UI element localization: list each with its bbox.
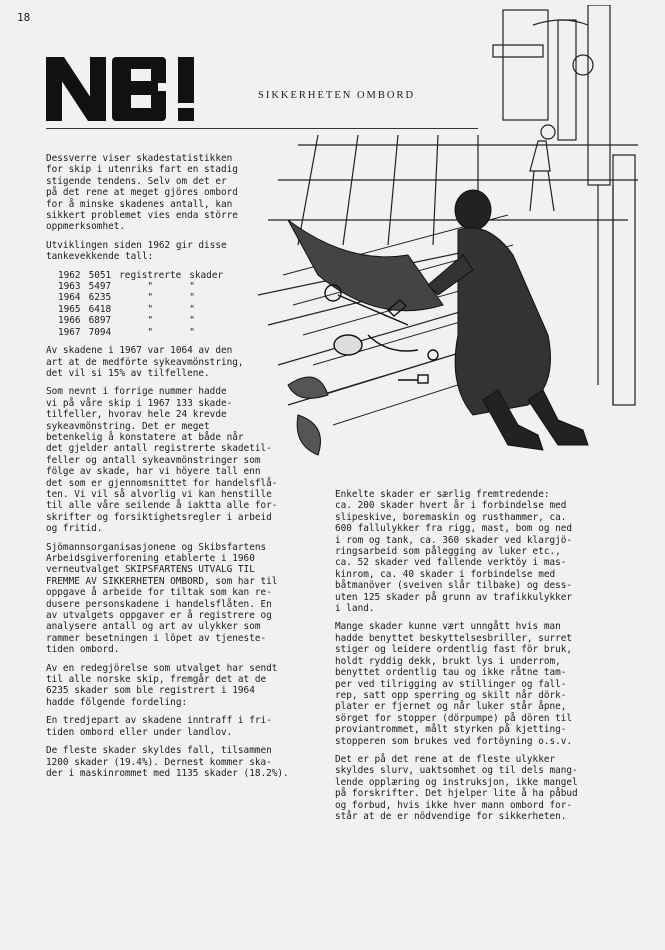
stats-cell-count: 5497	[88, 281, 112, 293]
nb-logo	[46, 55, 214, 123]
stats-cell-label: "	[147, 281, 154, 293]
stats-cell-year: 1965	[58, 303, 81, 315]
stats-cell-label2: "	[189, 281, 195, 293]
stats-row	[58, 281, 231, 292]
table-intro-paragraph: Utviklingen siden 1962 gir disse tankevekkende tall:	[46, 239, 227, 263]
stats-cell-year: 1966	[58, 315, 81, 327]
stats-cell-label: "	[147, 315, 154, 327]
preventable-injuries-paragraph: Mange skader kunne vært unngått hvis man hadde benyttet beskyttelsesbriller, surret stiger og leidere ordentlig fast för bruk, holdt ryddig dekk, brukt lys i underrom, benyttet ordentlig tau og ikke råtne tam- per ved tilrigging av stillinger og fall- rep, satt opp sperring og skilt når dörk- plater er fjernet og når luker står åpne, sörget for stopper (dörpumpe) på dören til proviantrommet, målt styrken på kjetting- stopperen som brukes ved fortöyning o.s.v.	[335, 621, 573, 747]
report-paragraph: Av en redegjörelse som utvalget har sendt til alle norske skip, fremgår det at de 6235 skader som ble registrert i 1964 hadde fölgende fordeling:	[46, 662, 278, 708]
stats-row	[58, 292, 231, 303]
stats-cell-label: "	[147, 292, 154, 304]
stats-cell-label2: "	[189, 326, 195, 338]
stats-cell-year: 1967	[58, 326, 81, 338]
stats-row	[58, 304, 231, 315]
stats-cell-label2: "	[189, 292, 195, 304]
notable-injuries-paragraph: Enkelte skader er særlig fremtredende: ca. 200 skader hvert år i forbindelse med slipeskive, boremaskin og rusthammer, ca. 600 fallulykker fra rigg, mast, bom og ned i rom og tank, ca. 360 skader ved klargjö- ringsarbeid som pålegging av luker etc., ca. 52 skader ved fallende verktöy i mas- kinrom, ca. 40 skader i forbindelse med båtmanöver (sveiven slår tilbake) og dess- uten 125 skader på grunn av trafikkulykker i land.	[335, 489, 573, 615]
intro-paragraph: Dessverre viser skadestatistikken for skip i utenriks fart en stadig stigende tendens. Selv om det er på det rene at meget gjöres ombord for å minske skadenes antall, kan sikkert problemet vies enda större oppmerksomhet.	[46, 153, 238, 233]
stats-cell-label: "	[147, 303, 154, 315]
injury-statistics-table	[58, 270, 231, 338]
committee-paragraph: Sjömannsorganisasjonene og Skibsfartens Arbeidsgiverforening etablerte i 1960 verneutvalget SKIPSFARTENS UTVALG TIL FREMME AV SIKKERHETEN OMBORD, som har til oppgave å arbeide for tiltak som kan re- dusere personskadene i handelsflåten. En av utvalgets oppgaver er å registrere og analysere antall og art av ulykker som rammer besetningen i löpet av tjeneste- tiden ombord.	[46, 541, 278, 656]
stats-cell-count: 5051	[88, 269, 112, 281]
stats-cell-label2: "	[189, 315, 195, 327]
conclusion-paragraph: Det er på det rene at de fleste ulykker skyldes slurv, uaktsomhet og til dels mang- lende opplæring og instruksjon, ikke mangel på forskrifter. Det hjelper lite å ha påbud og forbud, hvis ikke hver mann ombord for- står at de er nödvendige for sikkerheten.	[335, 753, 578, 822]
falls-paragraph: De fleste skader skyldes fall, tilsammen 1200 skader (19.4%). Dernest kommer ska- der i maskinrommet med 1135 skader (18.2%).	[46, 745, 289, 779]
page-number: 18	[17, 11, 31, 24]
stats-cell-label: "	[147, 326, 154, 338]
stats-row	[58, 270, 231, 281]
sick-leave-paragraph: Av skadene i 1967 var 1064 av den art at de medförte sykeavmönstring, det vil si 15% av tilfellene.	[46, 345, 244, 379]
stats-cell-year: 1962	[58, 269, 81, 281]
stats-cell-label: registrerte	[119, 269, 182, 281]
stats-cell-label2: skader	[189, 269, 224, 281]
article-headline: SIKKERHETEN OMBORD	[258, 90, 416, 101]
leisure-injuries-paragraph: En tredjepart av skadene inntraff i fri- tiden ombord eller under landlov.	[46, 715, 272, 738]
stats-cell-year: 1964	[58, 292, 81, 304]
stats-cell-count: 7094	[88, 326, 112, 338]
stats-cell-count: 6418	[88, 303, 112, 315]
previous-issue-paragraph: Som nevnt i forrige nummer hadde vi på våre skip i 1967 133 skade- tilfeller, hvorav hele 24 krevde sykeavmönstring. Det er meget betenkelig å konstatere at både når det gjelder antall registrerte skadetil- feller og antall sykeavmönstringer som fölge av skade, har vi höyere tall enn det som er gjennomsnittet for handelsflå- ten. Vi vil så alvorlig vi kan henstille til alle våre seilende å iaktta alle for- skrifter og forsiktighetsregler i arbeid og fritid.	[46, 386, 278, 535]
stats-cell-count: 6235	[88, 292, 112, 304]
stats-cell-count: 6897	[88, 315, 112, 327]
right-column	[335, 489, 635, 829]
stats-cell-year: 1963	[58, 281, 81, 293]
stats-row	[58, 327, 231, 338]
left-column	[46, 153, 316, 786]
stats-cell-label2: "	[189, 303, 195, 315]
stats-row	[58, 315, 231, 326]
